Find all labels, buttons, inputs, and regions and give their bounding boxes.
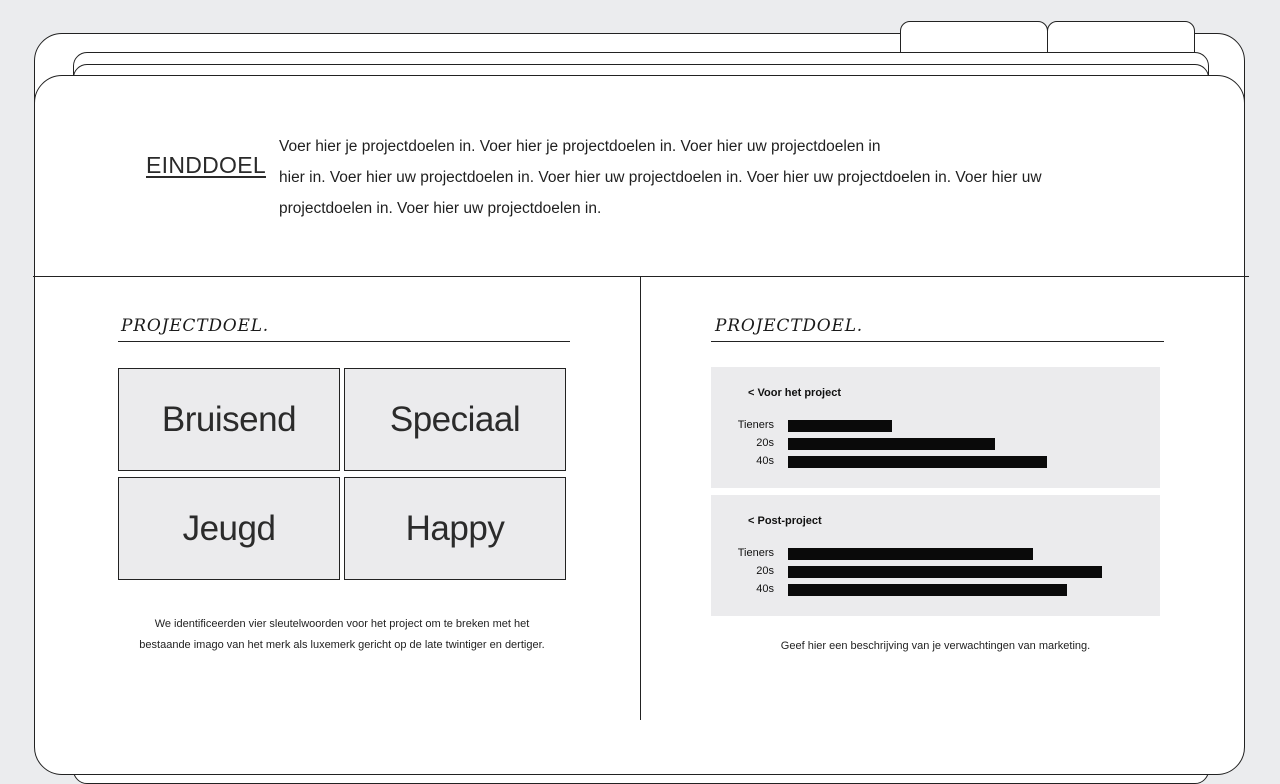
end-goal-title: EINDDOEL	[146, 152, 266, 178]
chart-title: < Voor het project	[748, 387, 842, 399]
right-section-title: PROJECTDOEL.	[711, 316, 1164, 342]
chart-title: < Post-project	[748, 515, 822, 527]
chart-row	[711, 417, 1160, 435]
left-caption-line: bestaande imago van het merk als luxemerk gericht op de late twintiger en dertiger.	[139, 639, 545, 651]
chart-category-label: 20s	[756, 437, 774, 449]
chart-bar	[788, 420, 892, 432]
horizontal-divider	[33, 276, 1249, 277]
chart-panel-before	[711, 367, 1160, 488]
chart-bar	[788, 438, 995, 450]
right-caption: Geef hier een beschrijving van je verwachtingen van marketing.	[780, 640, 1091, 652]
vertical-divider	[640, 277, 641, 720]
end-goal-line: projectdoelen in. Voer hier uw projectdoelen in.	[279, 200, 602, 217]
chart-panel-after	[711, 495, 1160, 616]
chart-row	[711, 435, 1160, 453]
chart-category-label: Tieners	[737, 547, 774, 559]
chart-category-label: 20s	[756, 565, 774, 577]
chart-bar	[788, 456, 1047, 468]
end-goal-text	[279, 131, 1079, 224]
chart-bar	[788, 548, 1033, 560]
chart-bar	[788, 584, 1067, 596]
left-section-title: PROJECTDOEL.	[118, 316, 570, 342]
keyword-box: Jeugd	[118, 477, 340, 580]
left-caption	[118, 614, 566, 656]
chart-bar	[788, 566, 1102, 578]
chart-category-label: 40s	[756, 583, 774, 595]
chart-row	[711, 545, 1160, 563]
left-caption-line: We identificeerden vier sleutelwoorden voor het project om te breken met het	[154, 618, 530, 630]
end-goal-line: Voer hier je projectdoelen in. Voer hier je projectdoelen in. Voer hier uw projectdoelen in	[279, 138, 881, 155]
chart-row	[711, 563, 1160, 581]
chart-row	[711, 581, 1160, 599]
keyword-box: Speciaal	[344, 368, 566, 471]
chart-row	[711, 453, 1160, 471]
chart-category-label: Tieners	[737, 419, 774, 431]
keyword-box: Bruisend	[118, 368, 340, 471]
keyword-box: Happy	[344, 477, 566, 580]
end-goal-line: hier in. Voer hier uw projectdoelen in. Voer hier uw projectdoelen in. Voer hier uw projectdoelen in. Voer hier uw	[279, 169, 1042, 186]
chart-category-label: 40s	[756, 455, 774, 467]
